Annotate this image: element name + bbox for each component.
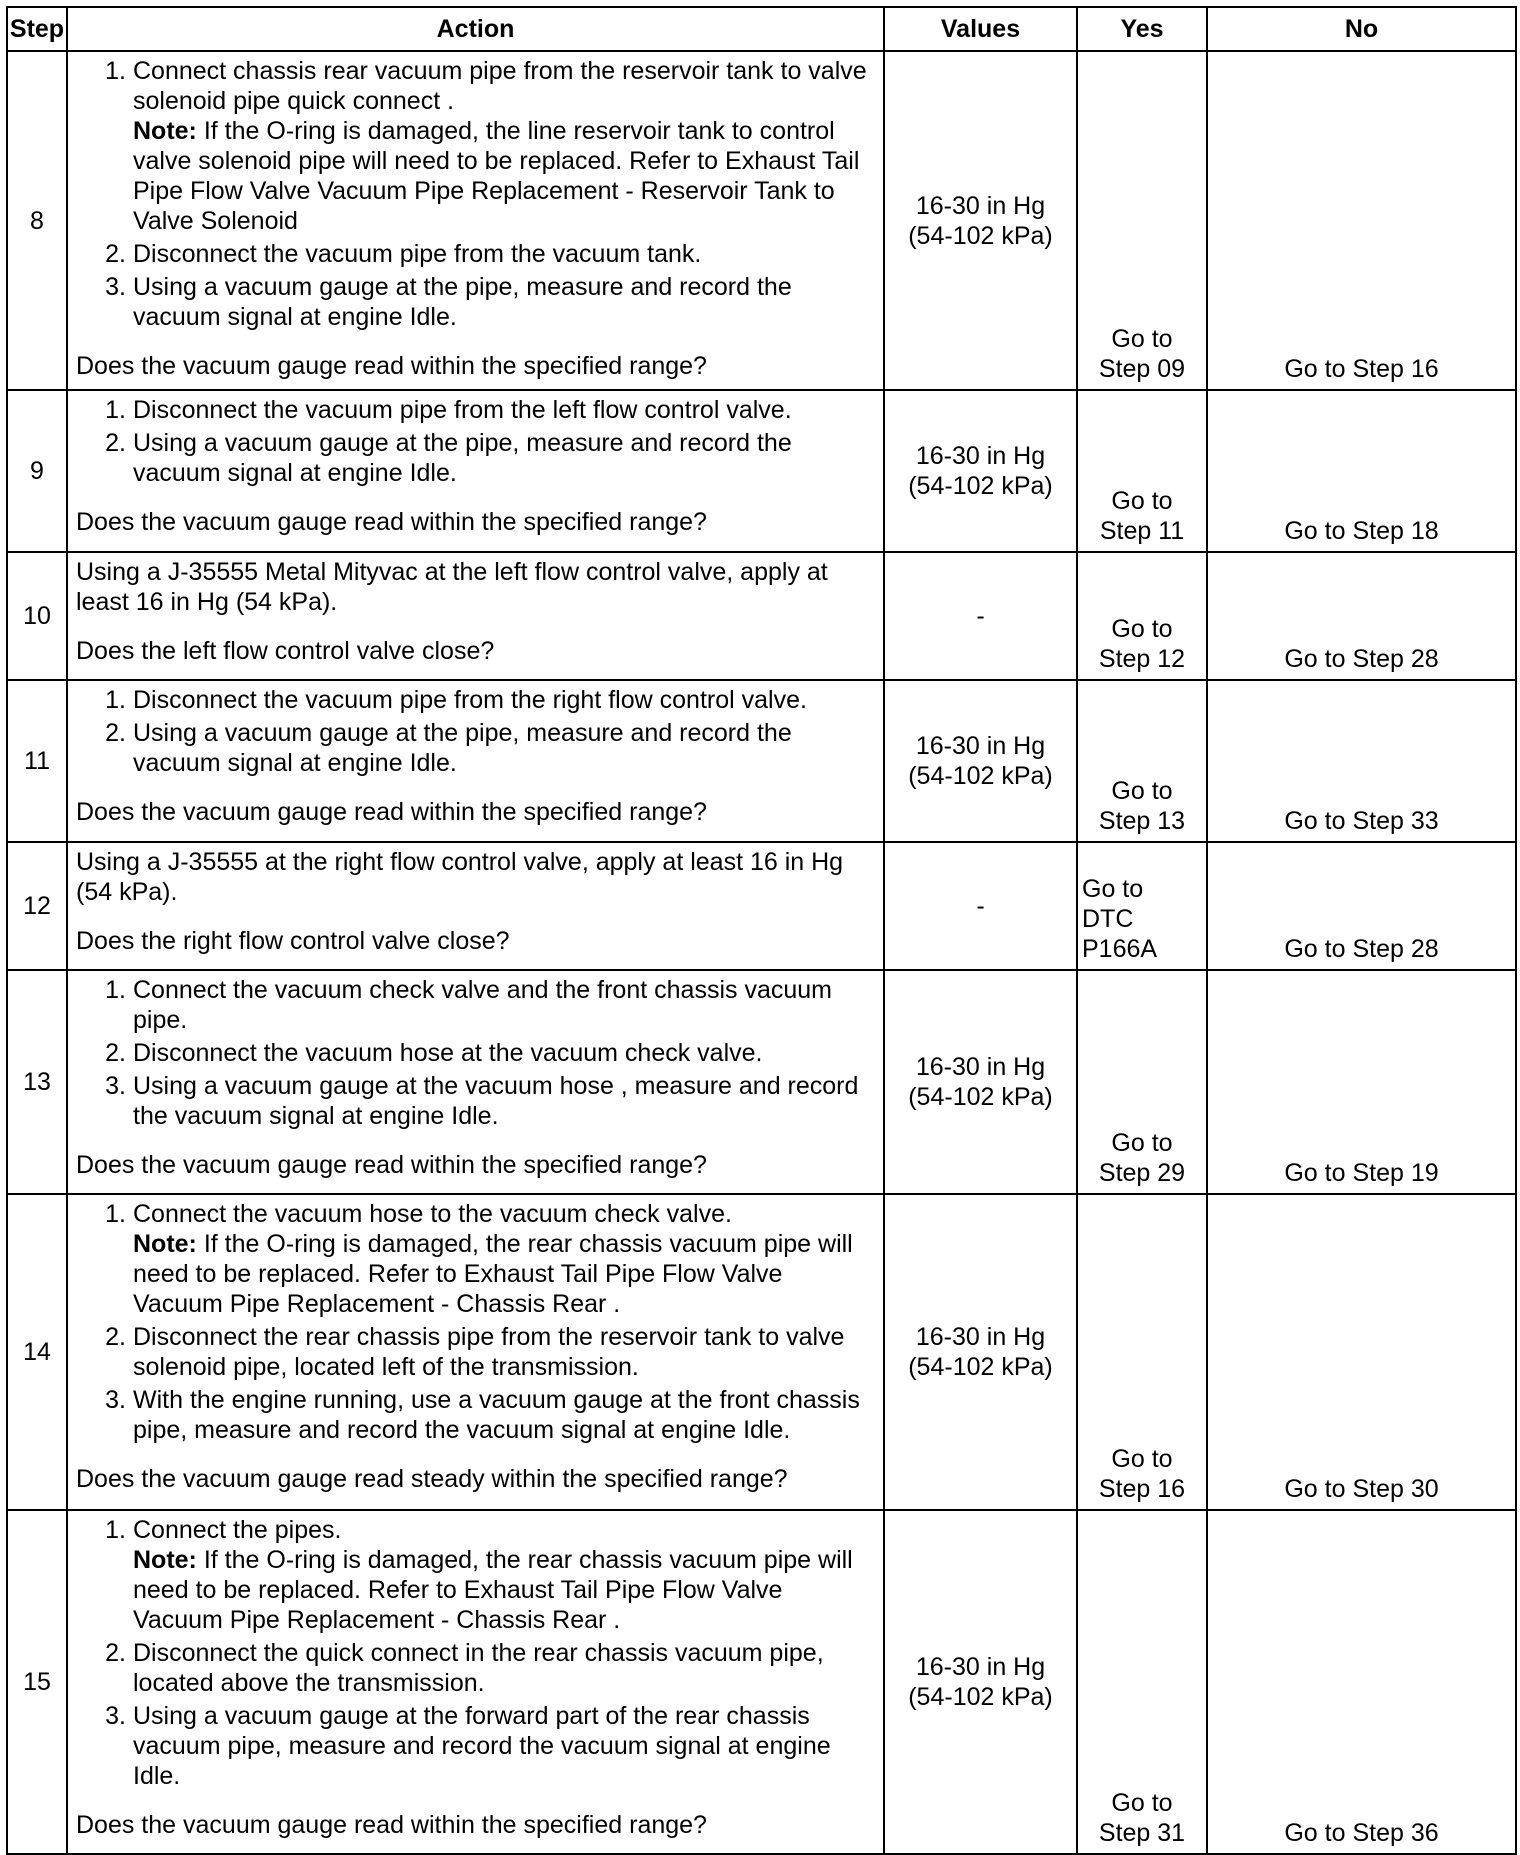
action-step: 1. Connect the vacuum check valve and the front chassis vacuum pipe. (105, 976, 832, 1034)
action-steps (76, 1199, 871, 1445)
action-question: Does the vacuum gauge read within the specified range? (76, 798, 707, 826)
values-cell: - (884, 842, 1077, 970)
action-step: 1. Disconnect the vacuum pipe from the right flow control valve. (105, 686, 807, 714)
action-question: Does the vacuum gauge read within the specified range? (76, 1811, 707, 1839)
step-number: 14 (7, 1194, 67, 1510)
action-step: 2. Disconnect the vacuum hose at the vacuum check valve. (105, 1039, 763, 1067)
action-cell (67, 842, 884, 970)
action-cell (67, 51, 884, 390)
step-number: 13 (7, 970, 67, 1194)
action-question: Does the vacuum gauge read steady within the specified range? (76, 1465, 788, 1493)
table-row (7, 390, 1516, 552)
action-steps (76, 395, 871, 488)
action-step: 3. Using a vacuum gauge at the forward part of the rear chassis vacuum pipe, measure and record the vacuum signal at engine Idle. (105, 1702, 831, 1790)
step-number: 10 (7, 552, 67, 680)
action-step: 2. Using a vacuum gauge at the pipe, measure and record the vacuum signal at engine Idle. (105, 429, 792, 487)
header-no: No (1207, 7, 1516, 51)
no-cell: Go to Step 19 (1207, 970, 1516, 1194)
step-number: 9 (7, 390, 67, 552)
action-question: Does the right flow control valve close? (76, 927, 510, 955)
action-step: 3. Using a vacuum gauge at the pipe, measure and record the vacuum signal at engine Idle. (105, 273, 792, 331)
action-cell (67, 552, 884, 680)
values-cell: 16-30 in Hg (54-102 kPa) (884, 390, 1077, 552)
diagnostic-table-container (6, 6, 1517, 1855)
values-cell: 16-30 in Hg (54-102 kPa) (884, 680, 1077, 842)
values-cell: - (884, 552, 1077, 680)
yes-cell: Go to Step 16 (1077, 1194, 1207, 1510)
action-step: 3. Using a vacuum gauge at the vacuum hose , measure and record the vacuum signal at engine Idle. (105, 1072, 859, 1130)
action-cell (67, 1510, 884, 1854)
header-values: Values (884, 7, 1077, 51)
table-row (7, 970, 1516, 1194)
action-question: Does the vacuum gauge read within the specified range? (76, 508, 707, 536)
action-step: 1. Connect the vacuum hose to the vacuum check valve. Note: If the O-ring is damaged, the rear chassis vacuum pipe will need to be replaced. Refer to Exhaust Tail Pipe Flow Valve Vacuum Pipe Replacement - Chassis Rear . (105, 1200, 853, 1318)
diagnostic-table (6, 6, 1517, 1855)
no-cell: Go to Step 33 (1207, 680, 1516, 842)
action-question: Does the left flow control valve close? (76, 637, 495, 665)
yes-cell: Go to DTC P166A (1077, 842, 1207, 970)
action-step: 2. Disconnect the quick connect in the rear chassis vacuum pipe, located above the transmission. (105, 1639, 824, 1697)
step-number: 15 (7, 1510, 67, 1854)
no-cell: Go to Step 28 (1207, 842, 1516, 970)
step-number: 11 (7, 680, 67, 842)
action-cell (67, 970, 884, 1194)
no-cell: Go to Step 30 (1207, 1194, 1516, 1510)
action-steps (76, 56, 871, 332)
values-cell: 16-30 in Hg (54-102 kPa) (884, 1194, 1077, 1510)
action-paragraph: Using a J-35555 Metal Mityvac at the left flow control valve, apply at least 16 in Hg (54 kPa). (76, 558, 828, 616)
action-step: 1. Connect the pipes. Note: If the O-ring is damaged, the rear chassis vacuum pipe will need to be replaced. Refer to Exhaust Tail Pipe Flow Valve Vacuum Pipe Replacement - Chassis Rear . (105, 1516, 853, 1634)
action-step: 1. Disconnect the vacuum pipe from the left flow control valve. (105, 396, 792, 424)
no-cell: Go to Step 28 (1207, 552, 1516, 680)
header-yes: Yes (1077, 7, 1207, 51)
header-step: Step (7, 7, 67, 51)
table-row (7, 680, 1516, 842)
action-step: 3. With the engine running, use a vacuum gauge at the front chassis pipe, measure and record the vacuum signal at engine Idle. (105, 1386, 860, 1444)
no-cell: Go to Step 16 (1207, 51, 1516, 390)
table-row (7, 51, 1516, 390)
action-steps (76, 1515, 871, 1791)
action-question: Does the vacuum gauge read within the specified range? (76, 352, 707, 380)
yes-cell: Go to Step 09 (1077, 51, 1207, 390)
yes-cell: Go to Step 29 (1077, 970, 1207, 1194)
values-cell: 16-30 in Hg (54-102 kPa) (884, 51, 1077, 390)
action-cell (67, 1194, 884, 1510)
action-step: 2. Disconnect the rear chassis pipe from the reservoir tank to valve solenoid pipe, located left of the transmission. (105, 1323, 845, 1381)
action-question: Does the vacuum gauge read within the specified range? (76, 1151, 707, 1179)
yes-cell: Go to Step 11 (1077, 390, 1207, 552)
table-header-row (7, 7, 1516, 51)
action-cell (67, 390, 884, 552)
action-steps (76, 975, 871, 1131)
header-action: Action (67, 7, 884, 51)
no-cell: Go to Step 18 (1207, 390, 1516, 552)
no-cell: Go to Step 36 (1207, 1510, 1516, 1854)
yes-cell: Go to Step 12 (1077, 552, 1207, 680)
values-cell: 16-30 in Hg (54-102 kPa) (884, 1510, 1077, 1854)
table-row (7, 842, 1516, 970)
table-row (7, 1194, 1516, 1510)
action-step: 2. Using a vacuum gauge at the pipe, measure and record the vacuum signal at engine Idle. (105, 719, 792, 777)
action-cell (67, 680, 884, 842)
action-step: 1. Connect chassis rear vacuum pipe from the reservoir tank to valve solenoid pipe quick connect . Note: If the O-ring is damaged, the line reservoir tank to control valve solenoid pipe will need to be replaced. Refer to Exhaust Tail Pipe Flow Valve Vacuum Pipe Replacement - Reservoir Tank to Valve Solenoid (105, 57, 867, 235)
yes-cell: Go to Step 31 (1077, 1510, 1207, 1854)
action-paragraph: Using a J-35555 at the right flow control valve, apply at least 16 in Hg (54 kPa). (76, 848, 844, 906)
action-steps (76, 685, 871, 778)
table-row (7, 552, 1516, 680)
action-step: 2. Disconnect the vacuum pipe from the vacuum tank. (105, 240, 702, 268)
values-cell: 16-30 in Hg (54-102 kPa) (884, 970, 1077, 1194)
table-row (7, 1510, 1516, 1854)
step-number: 12 (7, 842, 67, 970)
step-number: 8 (7, 51, 67, 390)
yes-cell: Go to Step 13 (1077, 680, 1207, 842)
